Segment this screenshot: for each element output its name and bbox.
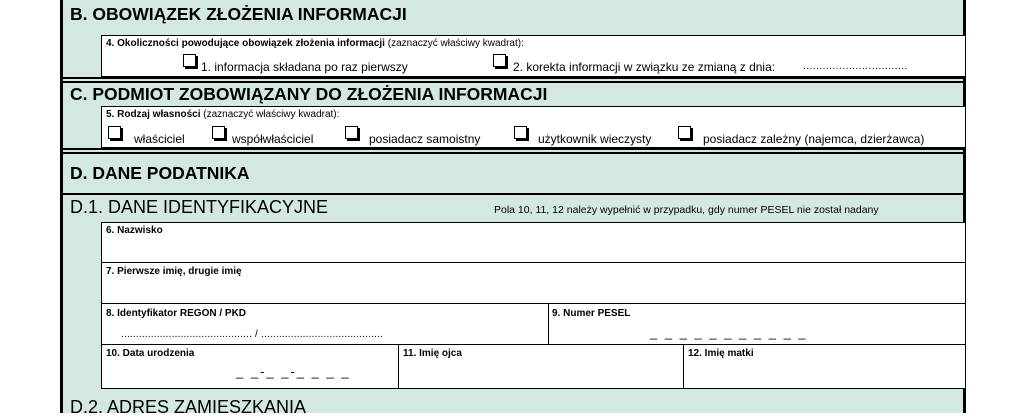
- field-5-option-uzytkownik-wieczysty-label: użytkownik wieczysty: [538, 132, 652, 146]
- separator-b-c-top: [60, 77, 966, 79]
- field-5-option-posiadacz-samoistny-label: posiadacz samoistny: [369, 132, 481, 146]
- field-7-label: [106, 266, 242, 277]
- field-5-option-posiadacz-zalezny-label: posiadacz zależny (najemca, dzierżawca): [703, 132, 925, 146]
- field-4-option1-label: 1. informacja składana po raz pierwszy: [201, 60, 408, 74]
- field-5-option-wspolwlasciciel-label: współwłaściciel: [232, 132, 314, 146]
- section-c-title: C. PODMIOT ZOBOWIĄZANY DO ZŁOŻENIA INFORMACJI: [70, 84, 548, 104]
- field-5-number-label: 5. Rodzaj własności: [106, 109, 201, 120]
- field-12-label: [688, 348, 754, 359]
- field-5-option-posiadacz-zalezny-checkbox[interactable]: [678, 126, 691, 139]
- separator-c-d-top: [60, 148, 966, 150]
- separator-c-d-bottom: [60, 152, 966, 154]
- separator-d-d1: [60, 193, 966, 195]
- field-7-label-text: 7. Pierwsze imię, drugie imię: [106, 266, 242, 277]
- field-4-label: [106, 38, 524, 49]
- field-4-option2-checkbox[interactable]: [493, 54, 506, 67]
- field-4-option2-label: 2. korekta informacji w związku ze zmianą z dnia:: [513, 60, 776, 74]
- section-d1-note: Pola 10, 11, 12 należy wypełnić w przypadku, gdy numer PESEL nie został nadany: [494, 204, 879, 216]
- field-9-label-text: 9. Numer PESEL: [552, 308, 631, 319]
- field-5-option-wlasciciel-label: właściciel: [134, 132, 185, 146]
- field-5-option-wspolwlasciciel-checkbox[interactable]: [212, 126, 225, 139]
- field-5-option-posiadacz-samoistny-checkbox[interactable]: [345, 126, 358, 139]
- field-5-option-wlasciciel-checkbox[interactable]: [108, 126, 121, 139]
- field-4-hint: (zaznaczyć właściwy kwadrat):: [387, 38, 524, 49]
- field-6-label: [106, 225, 163, 236]
- field-11-label: [403, 348, 462, 359]
- section-d1-title: D.1. DANE IDENTYFIKACYJNE: [70, 197, 329, 217]
- field-10-label-text: 10. Data urodzenia: [106, 348, 195, 359]
- field-5-hint: (zaznaczyć właściwy kwadrat):: [203, 109, 340, 120]
- field-6-nazwisko-box[interactable]: [101, 222, 966, 263]
- field-5-option-uzytkownik-wieczysty-checkbox[interactable]: [514, 126, 527, 139]
- field-5-label: [106, 109, 339, 120]
- field-8-label: [106, 308, 246, 319]
- field-10-label: [106, 348, 194, 359]
- field-11-label-text: 11. Imię ojca: [403, 348, 462, 359]
- field-4-number-label: 4. Okoliczności powodujące obowiązek złożenia informacji: [106, 38, 385, 49]
- field-9-label: [552, 308, 630, 319]
- field-9-value-dashes: _ _ _ _ _ _ _ _ _ _ _: [650, 325, 808, 340]
- section-d-title: D. DANE PODATNIKA: [70, 163, 250, 183]
- separator-b-c-bottom: [60, 81, 966, 83]
- section-b-title: B. OBOWIĄZEK ZŁOŻENIA INFORMACJI: [70, 4, 407, 24]
- section-d2-title: D.2. ADRES ZAMIESZKANIA: [70, 397, 307, 417]
- field-6-label-text: 6. Nazwisko: [106, 225, 163, 236]
- field-10-value-dashes: _ _-_ _-_ _ _ _: [236, 364, 351, 379]
- field-8-label-text: 8. Identyfikator REGON / PKD: [106, 308, 247, 319]
- form-left-border: [60, 0, 63, 413]
- field-8-value-dots: ............................................ / .........................................: [121, 329, 384, 340]
- field-4-option2-date-dots[interactable]: ................................: [803, 61, 908, 72]
- field-12-label-text: 12. Imię matki: [688, 348, 754, 359]
- field-4-option1-checkbox[interactable]: [183, 54, 196, 67]
